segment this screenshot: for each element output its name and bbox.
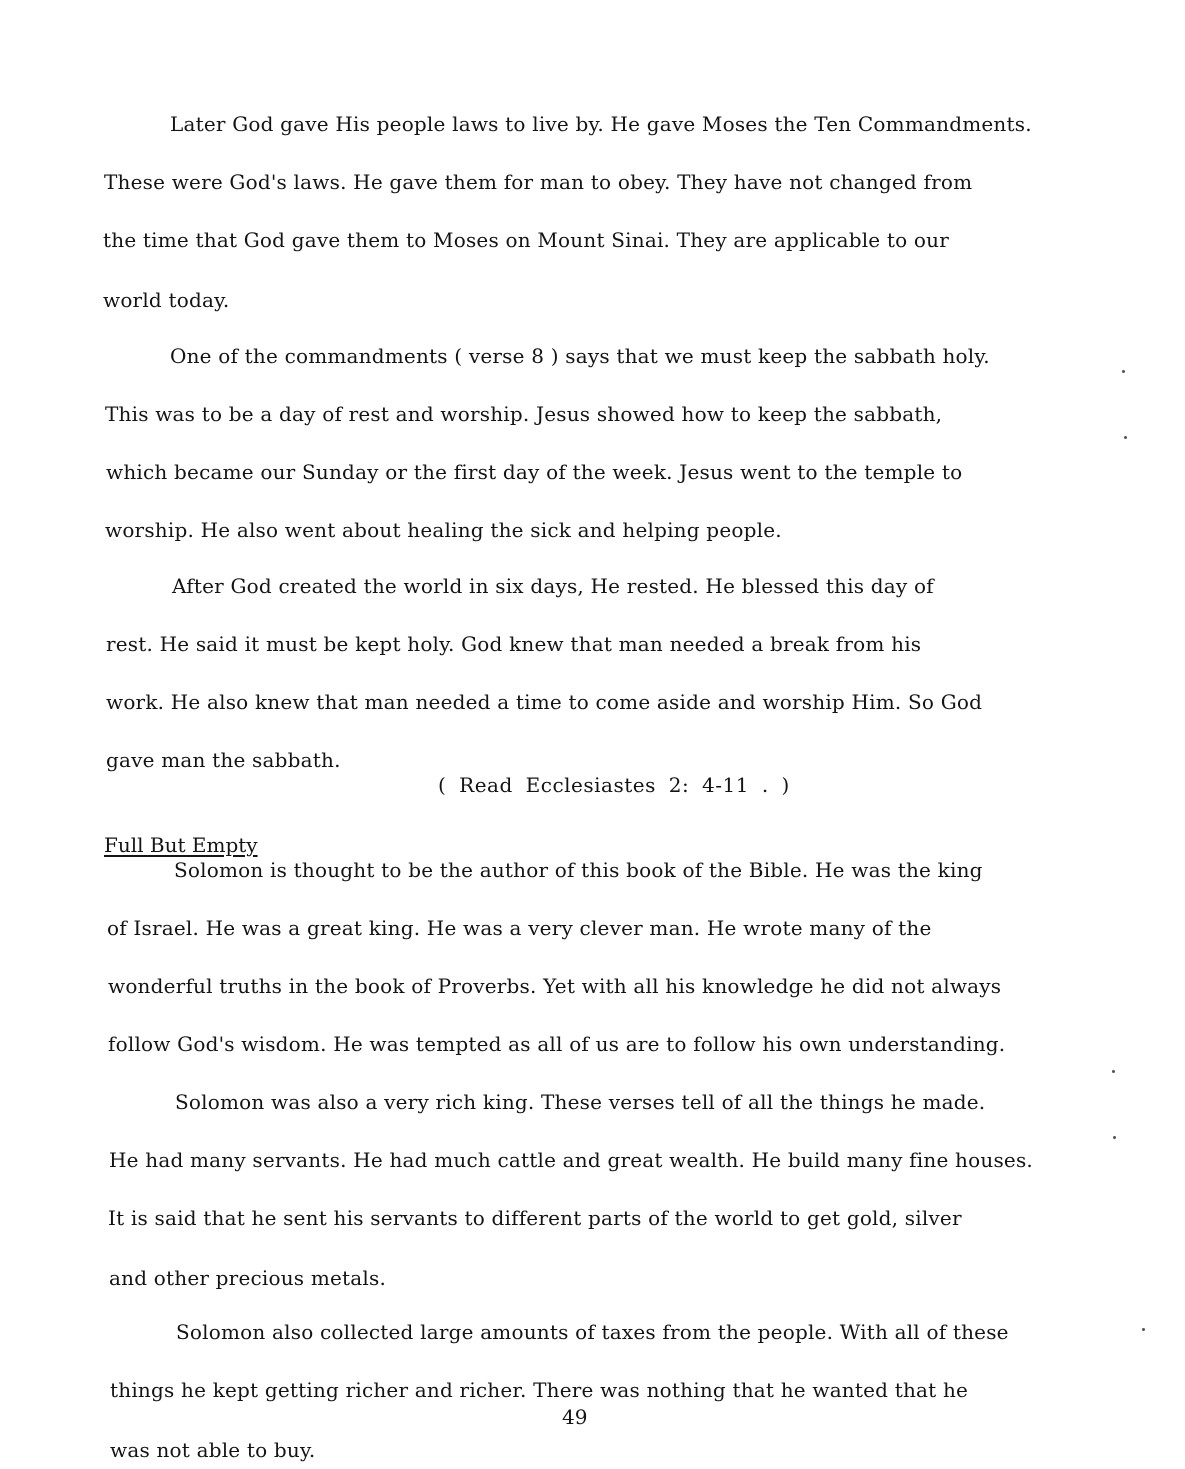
reading-reference: ( Read Ecclesiastes 2: 4-11 . ) bbox=[438, 773, 790, 797]
paragraph-1-line-4: world today. bbox=[103, 288, 230, 312]
section-paragraph-1-line-3: wonderful truths in the book of Proverbs. Yet with all his knowledge he did not always bbox=[108, 974, 1002, 998]
section-heading: Full But Empty bbox=[104, 833, 258, 857]
page-number: 49 bbox=[562, 1405, 588, 1429]
section-paragraph-2-line-1: Solomon was also a very rich king. These verses tell of all the things he made. bbox=[175, 1090, 986, 1114]
section-paragraph-2-line-4: and other precious metals. bbox=[109, 1266, 386, 1290]
paragraph-1-line-2: These were God's laws. He gave them for man to obey. They have not changed from bbox=[104, 170, 973, 194]
paragraph-2-line-1: One of the commandments ( verse 8 ) says that we must keep the sabbath holy. bbox=[170, 344, 990, 368]
scan-speck bbox=[1113, 1136, 1116, 1139]
paragraph-3-line-4: gave man the sabbath. bbox=[106, 748, 341, 772]
section-paragraph-1-line-1: Solomon is thought to be the author of this book of the Bible. He was the king bbox=[174, 858, 983, 882]
paragraph-2-line-3: which became our Sunday or the first day of the week. Jesus went to the temple to bbox=[106, 460, 963, 484]
paragraph-2-line-2: This was to be a day of rest and worship. Jesus showed how to keep the sabbath, bbox=[105, 402, 943, 426]
paragraph-3-line-2: rest. He said it must be kept holy. God knew that man needed a break from his bbox=[106, 632, 922, 656]
section-paragraph-1-line-4: follow God's wisdom. He was tempted as all of us are to follow his own understanding. bbox=[108, 1032, 1006, 1056]
scan-speck bbox=[1142, 1328, 1145, 1331]
scan-speck bbox=[1112, 1070, 1115, 1073]
section-paragraph-1-line-2: of Israel. He was a great king. He was a very clever man. He wrote many of the bbox=[107, 916, 932, 940]
section-paragraph-3-line-2: things he kept getting richer and richer. There was nothing that he wanted that he bbox=[110, 1378, 969, 1402]
paragraph-1-line-3: the time that God gave them to Moses on Mount Sinai. They are applicable to our bbox=[103, 228, 950, 252]
section-paragraph-2-line-2: He had many servants. He had much cattle and great wealth. He build many fine houses. bbox=[109, 1148, 1033, 1172]
paragraph-1-line-1: Later God gave His people laws to live by. He gave Moses the Ten Commandments. bbox=[170, 112, 1032, 136]
last-line: was not able to buy. bbox=[110, 1438, 316, 1462]
paragraph-2-line-4: worship. He also went about healing the sick and helping people. bbox=[105, 518, 782, 542]
paragraph-3-line-3: work. He also knew that man needed a time to come aside and worship Him. So God bbox=[106, 690, 983, 714]
paragraph-3-line-1: After God created the world in six days, He rested. He blessed this day of bbox=[172, 574, 934, 598]
scan-speck bbox=[1122, 370, 1125, 373]
scan-speck bbox=[1124, 436, 1127, 439]
section-paragraph-2-line-3: It is said that he sent his servants to different parts of the world to get gold, silver bbox=[108, 1206, 962, 1230]
section-paragraph-3-line-1: Solomon also collected large amounts of taxes from the people. With all of these bbox=[176, 1320, 1009, 1344]
